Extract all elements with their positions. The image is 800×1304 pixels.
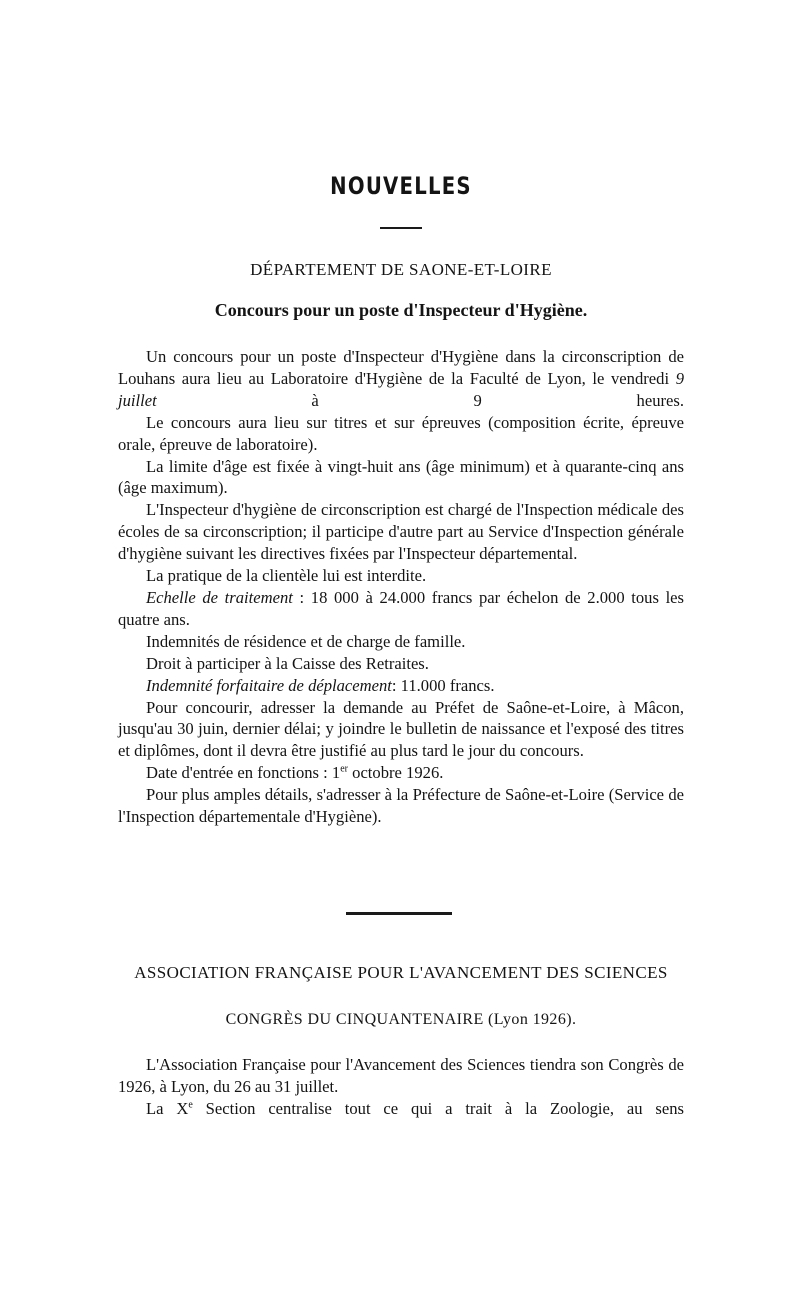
paragraph-retraites: Droit à participer à la Caisse des Retraites. [146, 653, 429, 673]
paragraph-indemnites: Indemnités de résidence et de charge de famille. [146, 631, 466, 651]
paragraph-limite-age: La limite d'âge est fixée à vingt-huit ans (âge minimum) et à quarante-cinq ans (âge maximum). [118, 456, 684, 498]
paragraph-date-entree: Date d'entrée en fonctions : 1er octobre 1926. [146, 763, 444, 783]
paragraph-deplacement: Indemnité forfaitaire de déplacement: 11.000 francs. [146, 675, 495, 695]
paragraph-epreuves: Le concours aura lieu sur titres et sur épreuves (composition écrite, épreuve orale, épreuve de laboratoire). [118, 412, 684, 454]
section-heading-departement: DÉPARTEMENT DE SAONE-ET-LOIRE [250, 260, 552, 279]
paragraph-clientele: La pratique de la clientèle lui est interdite. [146, 566, 427, 586]
section-subheading-concours: Concours pour un poste d'Inspecteur d'Hygiène. [214, 300, 588, 320]
section-heading-association: ASSOCIATION FRANÇAISE POUR L'AVANCEMENT DES SCIENCES [134, 963, 668, 982]
paragraph-concourir: Pour concourir, adresser la demande au Préfet de Saône-et-Loire, à Mâcon, jusqu'au 30 juin, dernier délai; y joindre le bulletin de naissance et l'exposé des titres et diplômes, dont il devra être justifié au plus tard le jour du concours. [118, 697, 684, 761]
concours-article [118, 346, 684, 828]
page-title: NOUVELLES [330, 172, 472, 200]
section-divider [346, 912, 452, 915]
paragraph-section-x: La Xe Section centralise tout ce qui a trait à la Zoologie, au sens [146, 1098, 684, 1118]
paragraph-intro: Un concours pour un poste d'Inspecteur d'Hygiène dans la circonscription de Louhans aura lieu au Laboratoire d'Hygiène de la Faculté de Lyon, le vendredi 9 juillet à 9 heures. [118, 347, 684, 410]
section-subheading-congres: CONGRÈS DU CINQUANTENAIRE (Lyon 1926). [225, 1011, 577, 1028]
paragraph-inspecteur: L'Inspecteur d'hygiène de circonscription est chargé de l'Inspection médicale des écoles de sa circonscription; il participe d'autre part au Service d'Inspection générale d'hygiène suivant les directives fixées par l'Inspecteur départemental. [118, 500, 684, 564]
paragraph-echelle: Echelle de traitement : 18 000 à 24.000 francs par échelon de 2.000 tous les quatre ans. [118, 587, 684, 629]
title-divider [380, 227, 422, 229]
congres-article [118, 1054, 684, 1120]
paragraph-details: Pour plus amples détails, s'adresser à la Préfecture de Saône-et-Loire (Service de l'Inspection départementale d'Hygiène). [118, 785, 684, 827]
paragraph-association: L'Association Française pour l'Avancement des Sciences tiendra son Congrès de 1926, à Lyon, du 26 au 31 juillet. [118, 1055, 684, 1096]
